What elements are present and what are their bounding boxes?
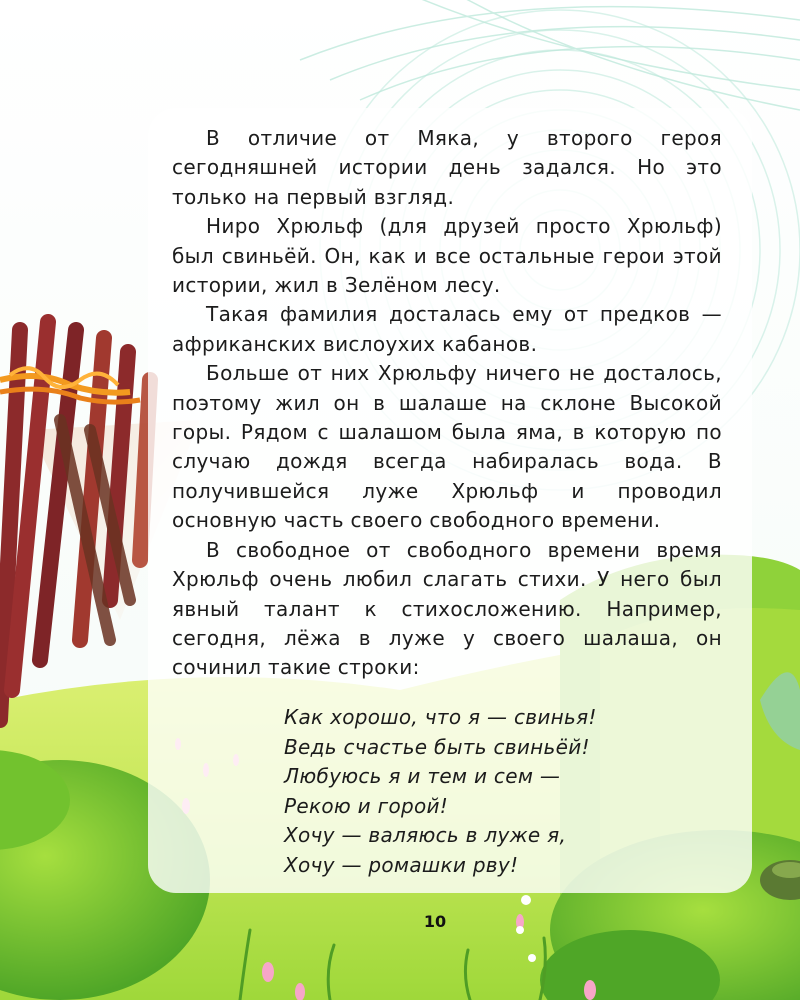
poem-line: Как хорошо, что я — свинья! [284, 705, 597, 729]
poem-line: Рекою и горой! [284, 793, 449, 818]
story-text [172, 124, 722, 683]
paragraph: Больше от них Хрюльфу ничего не досталось, поэтому жил он в шалаше на склоне Высокой горы. Рядом с шалашом была яма, в которую по случаю дождя всегда набиралась вода. В получившейся луже Хрюльф и проводил основную часть своего свободного времени. [172, 361, 722, 533]
poem-line: Любуюсь я и тем и сем — [284, 764, 561, 789]
paragraph: Ниро Хрюльф (для друзей просто Хрюльф) был свиньёй. Он, как и все остальные герои этой истории, жил в Зелёном лесу. [172, 214, 722, 298]
paragraph: В свободное от свободного времени время Хрюльф очень любил слагать стихи. У него был явный талант к стихосложению. Например, сегодня, лёжа в луже у своего шалаша, он сочинил такие строки: [172, 537, 722, 680]
page-number: 10 [423, 912, 447, 931]
poem-line: Хочу — ромашки рву! [284, 852, 519, 877]
paragraph: В отличие от Мяка, у второго героя сегодняшней истории день задался. Но это только на первый взгляд. [172, 126, 722, 209]
poem [284, 703, 704, 881]
poem-line: Ведь счастье быть свиньёй! [284, 734, 590, 759]
poem-line: Хочу — валяюсь в луже я, [284, 823, 567, 848]
paragraph: Такая фамилия досталась ему от предков — африканских вислоухих кабанов. [172, 302, 722, 356]
